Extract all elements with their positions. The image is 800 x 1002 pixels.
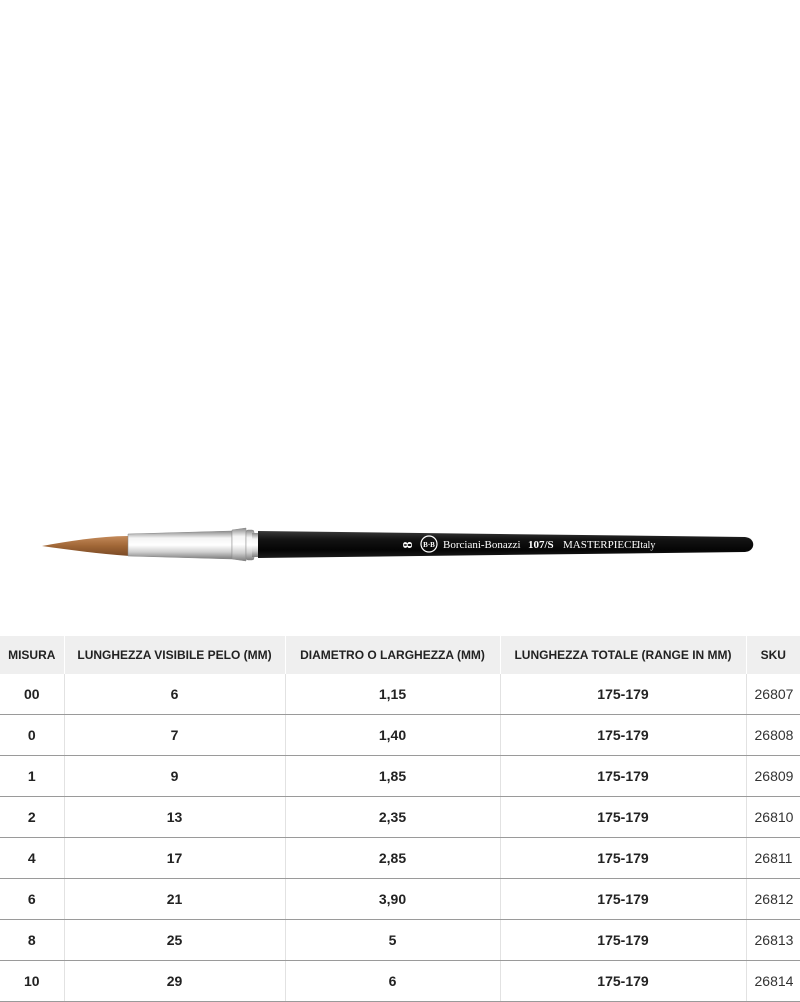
cell-diametro: 5 [285, 920, 500, 961]
table-row [0, 838, 800, 879]
cell-lunghezza-pelo: 7 [64, 715, 285, 756]
header-diametro: DIAMETRO O LARGHEZZA (MM) [285, 636, 500, 674]
table-row [0, 879, 800, 920]
model-code: 107/S [528, 539, 554, 551]
header-lunghezza-pelo: LUNGHEZZA VISIBILE PELO (MM) [64, 636, 285, 674]
table-row [0, 674, 800, 715]
origin-label: Italy [637, 540, 656, 551]
cell-sku: 26810 [746, 797, 800, 838]
cell-lunghezza-pelo: 9 [64, 756, 285, 797]
cell-diametro: 2,35 [285, 797, 500, 838]
header-sku: SKU [746, 636, 800, 674]
cell-misura: 1 [0, 756, 64, 797]
brush-ferrule [128, 528, 260, 561]
cell-diametro: 6 [285, 961, 500, 1002]
spec-table [0, 636, 800, 1002]
cell-sku: 26814 [746, 961, 800, 1002]
cell-lunghezza-totale: 175-179 [500, 838, 746, 879]
table-header-row [0, 636, 800, 674]
cell-sku: 26808 [746, 715, 800, 756]
cell-lunghezza-pelo: 25 [64, 920, 285, 961]
cell-sku: 26812 [746, 879, 800, 920]
cell-misura: 8 [0, 920, 64, 961]
cell-diametro: 3,90 [285, 879, 500, 920]
brand-name: Borciani-Bonazzi [443, 539, 521, 551]
cell-misura: 10 [0, 961, 64, 1002]
cell-lunghezza-totale: 175-179 [500, 674, 746, 715]
cell-sku: 26809 [746, 756, 800, 797]
cell-lunghezza-totale: 175-179 [500, 756, 746, 797]
cell-lunghezza-totale: 175-179 [500, 715, 746, 756]
cell-lunghezza-pelo: 17 [64, 838, 285, 879]
cell-lunghezza-totale: 175-179 [500, 879, 746, 920]
cell-sku: 26811 [746, 838, 800, 879]
brand-logo-text: B·B [423, 541, 435, 549]
table-row [0, 797, 800, 838]
cell-lunghezza-pelo: 13 [64, 797, 285, 838]
table-row [0, 756, 800, 797]
cell-misura: 4 [0, 838, 64, 879]
cell-sku: 26813 [746, 920, 800, 961]
size-mark: 8 [401, 541, 416, 549]
header-misura: MISURA [0, 636, 64, 674]
cell-diametro: 1,15 [285, 674, 500, 715]
cell-misura: 6 [0, 879, 64, 920]
cell-diametro: 1,85 [285, 756, 500, 797]
header-lunghezza-totale: LUNGHEZZA TOTALE (RANGE IN MM) [500, 636, 746, 674]
cell-diametro: 2,85 [285, 838, 500, 879]
table-row [0, 961, 800, 1002]
cell-lunghezza-totale: 175-179 [500, 920, 746, 961]
cell-lunghezza-pelo: 21 [64, 879, 285, 920]
cell-misura: 2 [0, 797, 64, 838]
cell-lunghezza-pelo: 29 [64, 961, 285, 1002]
cell-diametro: 1,40 [285, 715, 500, 756]
cell-misura: 0 [0, 715, 64, 756]
cell-lunghezza-totale: 175-179 [500, 961, 746, 1002]
cell-misura: 00 [0, 674, 64, 715]
cell-lunghezza-totale: 175-179 [500, 797, 746, 838]
table-row [0, 920, 800, 961]
series-name: MASTERPIECE [563, 539, 639, 551]
brush-hair [42, 536, 130, 556]
cell-lunghezza-pelo: 6 [64, 674, 285, 715]
table-row [0, 715, 800, 756]
cell-sku: 26807 [746, 674, 800, 715]
